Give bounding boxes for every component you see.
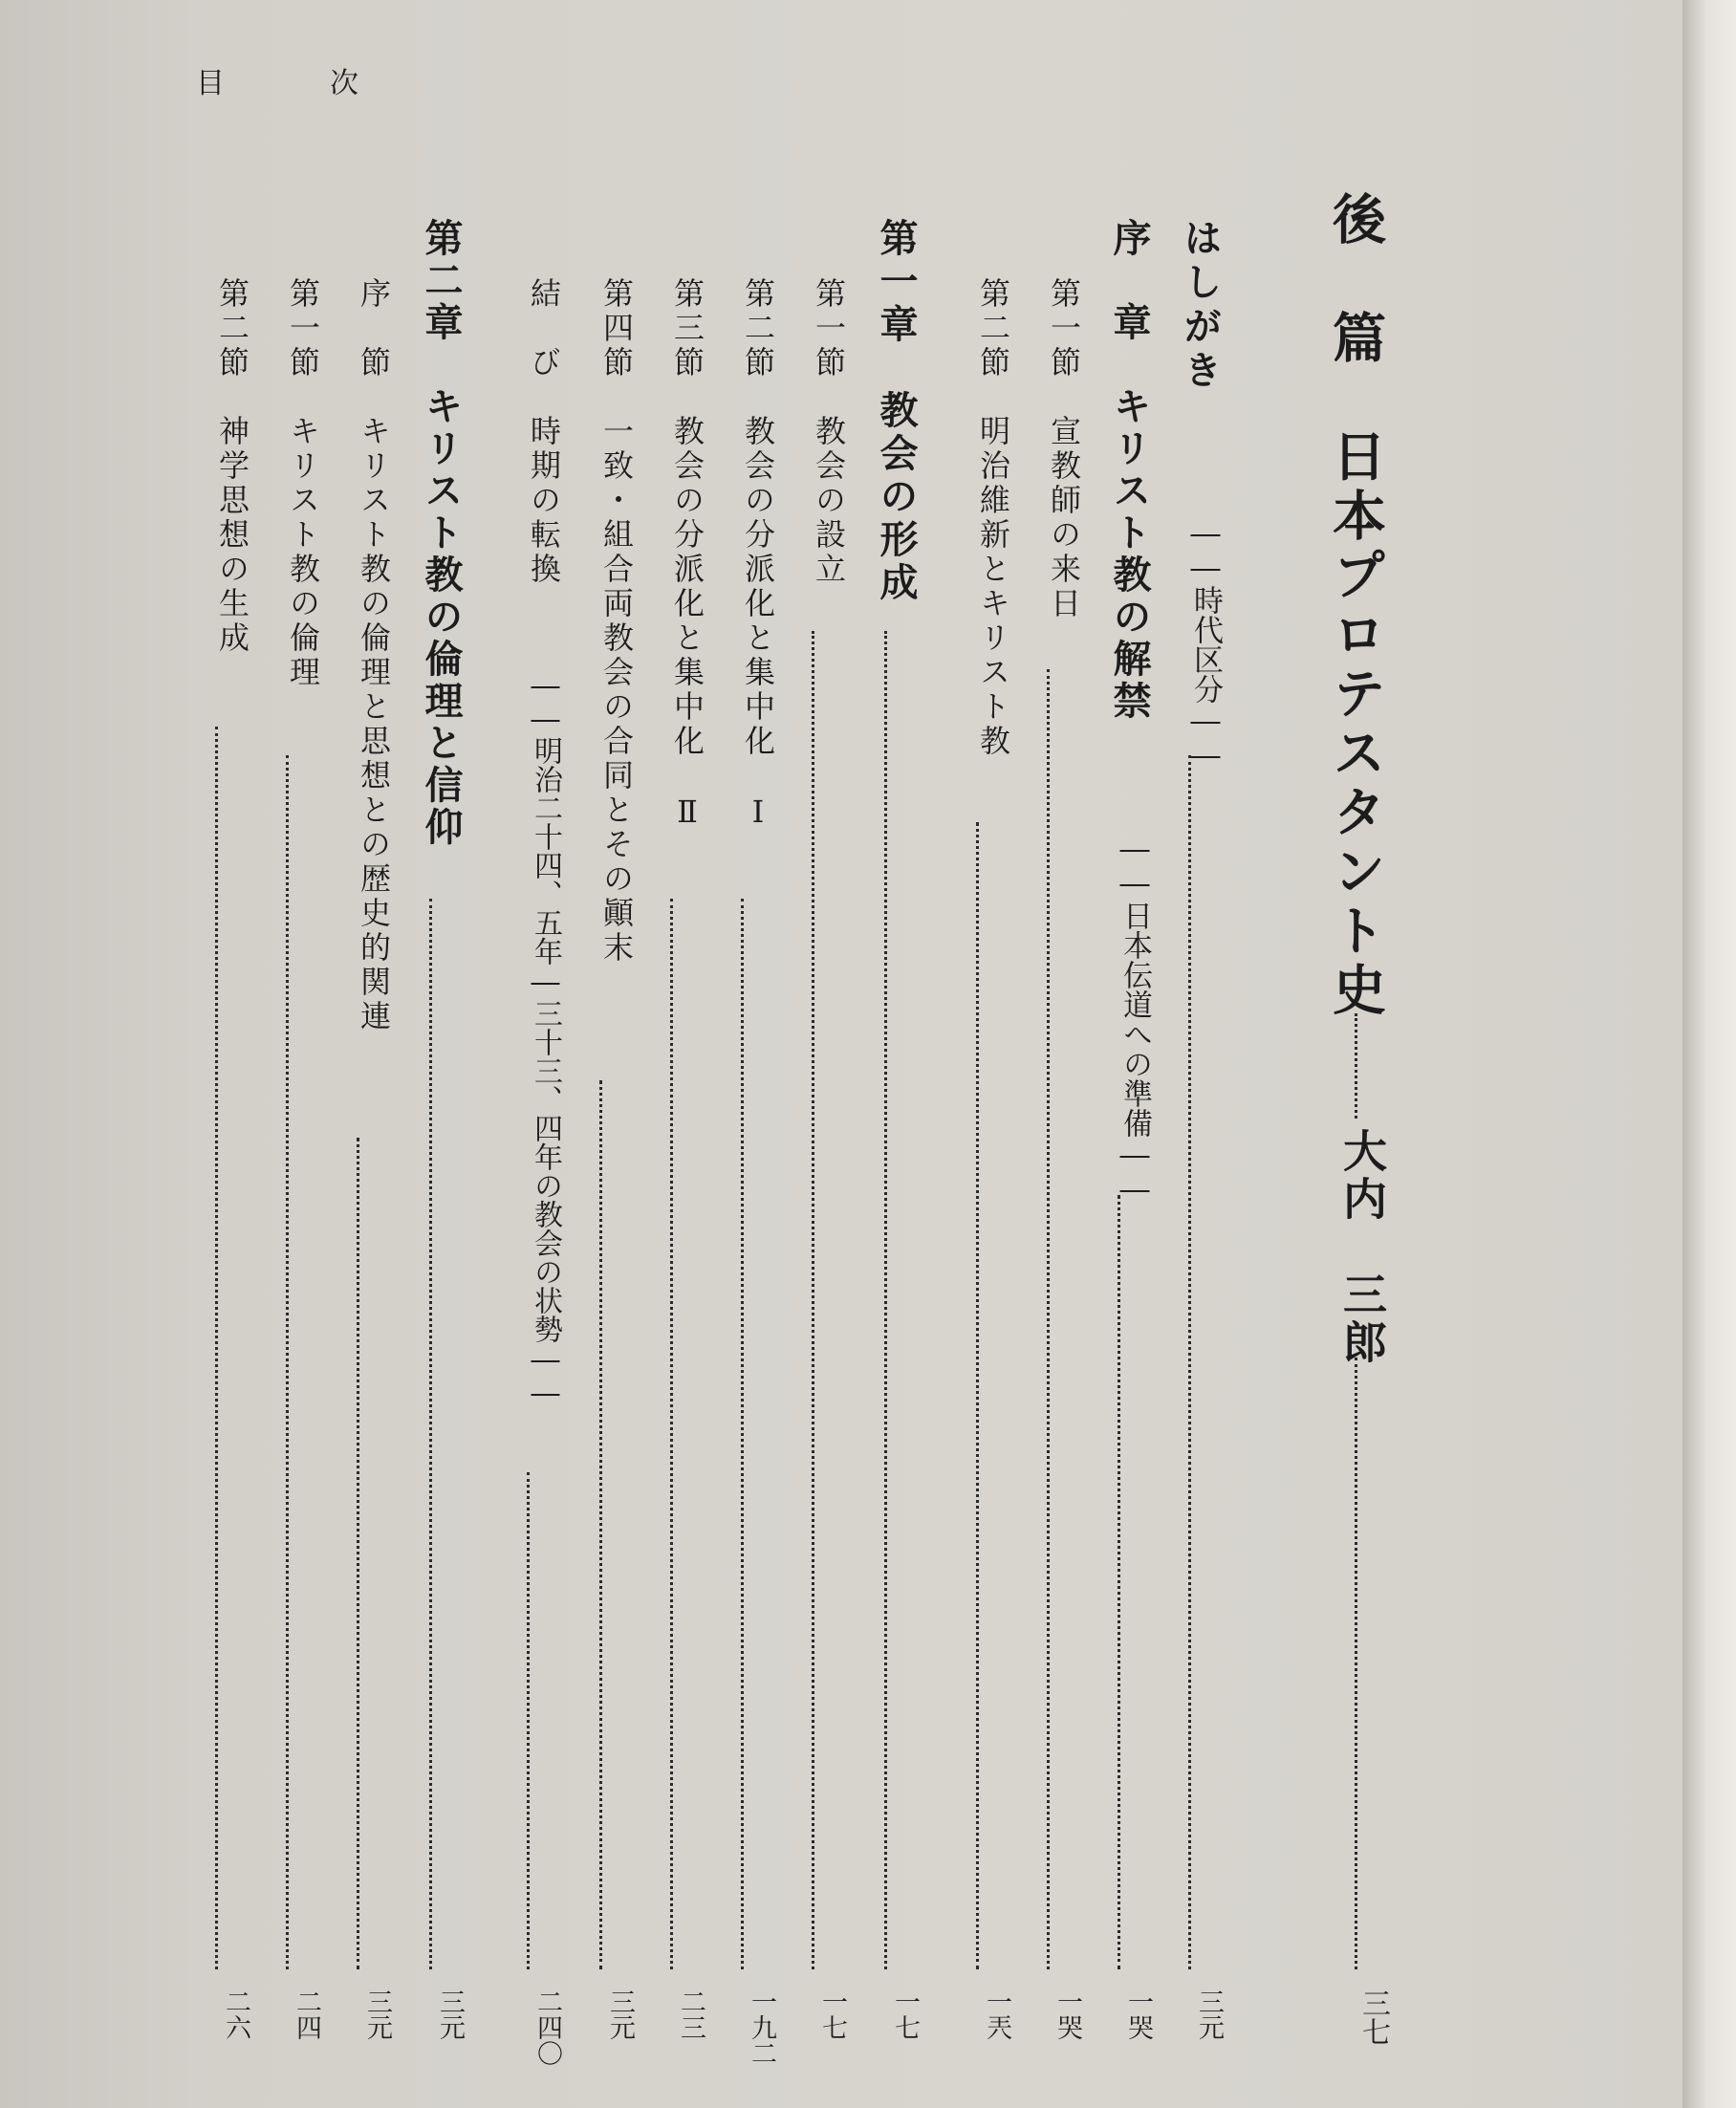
leader-dots (599, 1080, 602, 1969)
part-author: 大内 三郎 (1336, 1128, 1388, 1367)
toc-entry-ch1[interactable] (847, 0, 923, 2108)
leader-dots (741, 899, 744, 1969)
page-number: 三元 (362, 1988, 392, 2040)
running-head-right: 次 (330, 67, 358, 100)
toc-entry-c2s2[interactable] (178, 0, 254, 2108)
part-heading (1317, 0, 1394, 2108)
page-number: 二三 (676, 1988, 705, 2040)
entry-title: 第二章 キリスト教の倫理と信仰 (419, 218, 464, 849)
page-number: 一七 (890, 1988, 920, 2040)
entry-title: 第二節 教会の分派化と集中化 Ⅰ (740, 277, 776, 834)
page-number: 二四 (292, 1988, 321, 2040)
toc-entry-c1s1[interactable] (774, 0, 851, 2108)
entry-subtitle: ――明治二十四、五年―三十三、四年の教会の状勢―― (529, 669, 562, 1410)
page-number: 三七 (1356, 1988, 1390, 2046)
entry-title: 第一節 教会の設立 (811, 277, 847, 587)
toc-entry-c1s3[interactable] (633, 0, 709, 2108)
page-number: 三元 (1194, 1988, 1224, 2040)
leader-dots (812, 631, 814, 1969)
page-number: 一兲 (982, 1988, 1011, 2040)
leader-dots (429, 899, 432, 1969)
entry-title: 第三節 教会の分派化と集中化 Ⅱ (669, 277, 705, 834)
page-number: 三元 (435, 1988, 465, 2040)
page-number: 二四〇 (532, 1988, 562, 2066)
entry-title: 結 び 時期の転換 (526, 277, 562, 587)
leader-dots (1047, 669, 1050, 1969)
entry-title: はしがき (1178, 218, 1223, 394)
toc-entry-josho[interactable] (1080, 0, 1157, 2108)
page-number: 三元 (605, 1988, 635, 2040)
leader-dots (286, 755, 289, 1969)
leader-dots (1355, 1013, 1357, 1119)
entry-title: 序 節 キリスト教の倫理と思想との歴史的関連 (356, 277, 392, 1034)
toc-entry-s2[interactable] (939, 0, 1015, 2108)
leader-dots (976, 822, 979, 1969)
leader-dots (1355, 1358, 1357, 1969)
entry-title: 第一節 宣教師の来日 (1046, 277, 1082, 621)
leader-dots (215, 727, 218, 1969)
entry-title: 第四節 一致・組合両教会の合同とその顚末 (598, 277, 635, 966)
page-number: 二六 (221, 1988, 250, 2040)
leader-dots (1188, 755, 1191, 1969)
running-head-left: 目 (196, 67, 225, 100)
entry-subtitle: ――時代区分―― (1188, 516, 1223, 772)
entry-title: 第一節 キリスト教の倫理 (285, 277, 321, 690)
leader-dots (357, 1138, 359, 1969)
page-number: 一九二 (747, 1988, 776, 2066)
leader-dots (1118, 1195, 1120, 1969)
toc-entry-c1s2[interactable] (704, 0, 780, 2108)
leader-dots (527, 1472, 530, 1969)
leader-dots (670, 899, 673, 1969)
entry-title: 第一章 教会の形成 (874, 218, 919, 605)
page-number: 一哭 (1052, 1988, 1082, 2040)
entry-title: 第二節 明治維新とキリスト教 (975, 277, 1011, 759)
entry-subtitle: ――日本伝道への準備―― (1118, 832, 1152, 1206)
toc-entry-hashigaki[interactable] (1151, 0, 1227, 2108)
toc-entry-c2jo[interactable] (319, 0, 396, 2108)
toc-entry-c2s1[interactable] (249, 0, 325, 2108)
leader-dots (884, 631, 887, 1969)
toc-entry-s1[interactable] (1009, 0, 1086, 2108)
page-number: 一哭 (1123, 1988, 1153, 2040)
page-number: 一七 (817, 1988, 847, 2040)
toc-entry-ch2[interactable] (392, 0, 468, 2108)
entry-title: 第二節 神学思想の生成 (214, 277, 250, 656)
part-title: 後 篇 日本プロテスタント史 (1324, 191, 1387, 1021)
toc-entry-musubi[interactable] (489, 0, 566, 2108)
entry-title: 序 章 キリスト教の解禁 (1107, 218, 1152, 723)
book-gutter (1682, 0, 1736, 2108)
toc-entry-c1s4[interactable] (562, 0, 639, 2108)
